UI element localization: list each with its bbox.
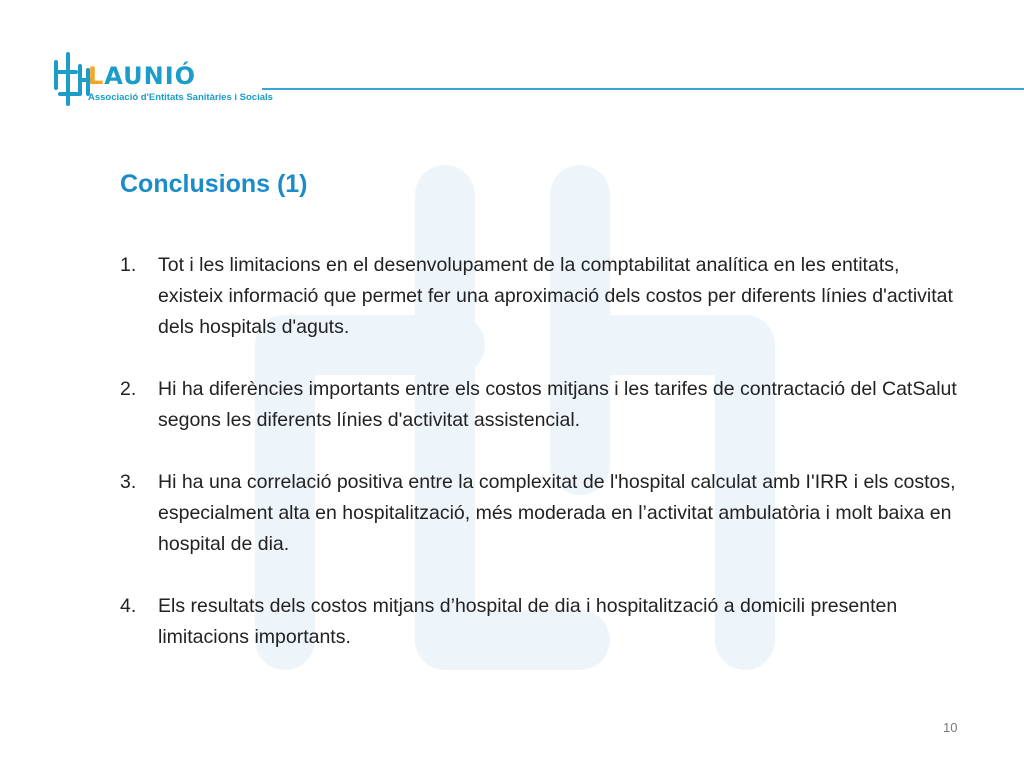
list-item-text: Tot i les limitacions en el desenvolupament de la comptabilitat analítica en les entitats, existeix informació que permet fer una aproximació dels costos per diferents línies d'activitat dels hospitals d'aguts.	[158, 254, 953, 338]
list-item-text: Hi ha diferències importants entre els costos mitjans i les tarifes de contractació del CatSalut segons les diferents línies d'activitat assistencial.	[158, 378, 957, 431]
list-item-number: 2.	[120, 378, 137, 400]
list-item-text: Els resultats dels costos mitjans d’hospital de dia i hospitalització a domicili presenten limitacions importants.	[158, 595, 898, 648]
logo-name-rest: AUNIÓ	[104, 62, 197, 90]
list-item	[120, 467, 960, 560]
header-divider	[262, 88, 1024, 90]
list-item	[120, 374, 960, 436]
conclusions-list	[120, 250, 960, 684]
list-item-text: Hi ha una correlació positiva entre la complexitat de l'hospital calculat amb I'IRR i els costos, especialment alta en hospitalització, més moderada en l’activitat ambulatòria i molt baixa en hospital de dia.	[158, 471, 956, 555]
list-item	[120, 250, 960, 343]
logo-name-initial: L	[88, 62, 105, 90]
page-number: 10	[943, 720, 958, 735]
list-item-number: 4.	[120, 595, 137, 617]
slide-title: Conclusions (1)	[120, 170, 308, 198]
logo-name	[88, 62, 196, 90]
list-item-number: 3.	[120, 471, 137, 493]
list-item-number: 1.	[120, 254, 137, 276]
logo-subtitle: Associació d'Entitats Sanitàries i Socials	[88, 92, 273, 103]
list-item	[120, 591, 960, 653]
